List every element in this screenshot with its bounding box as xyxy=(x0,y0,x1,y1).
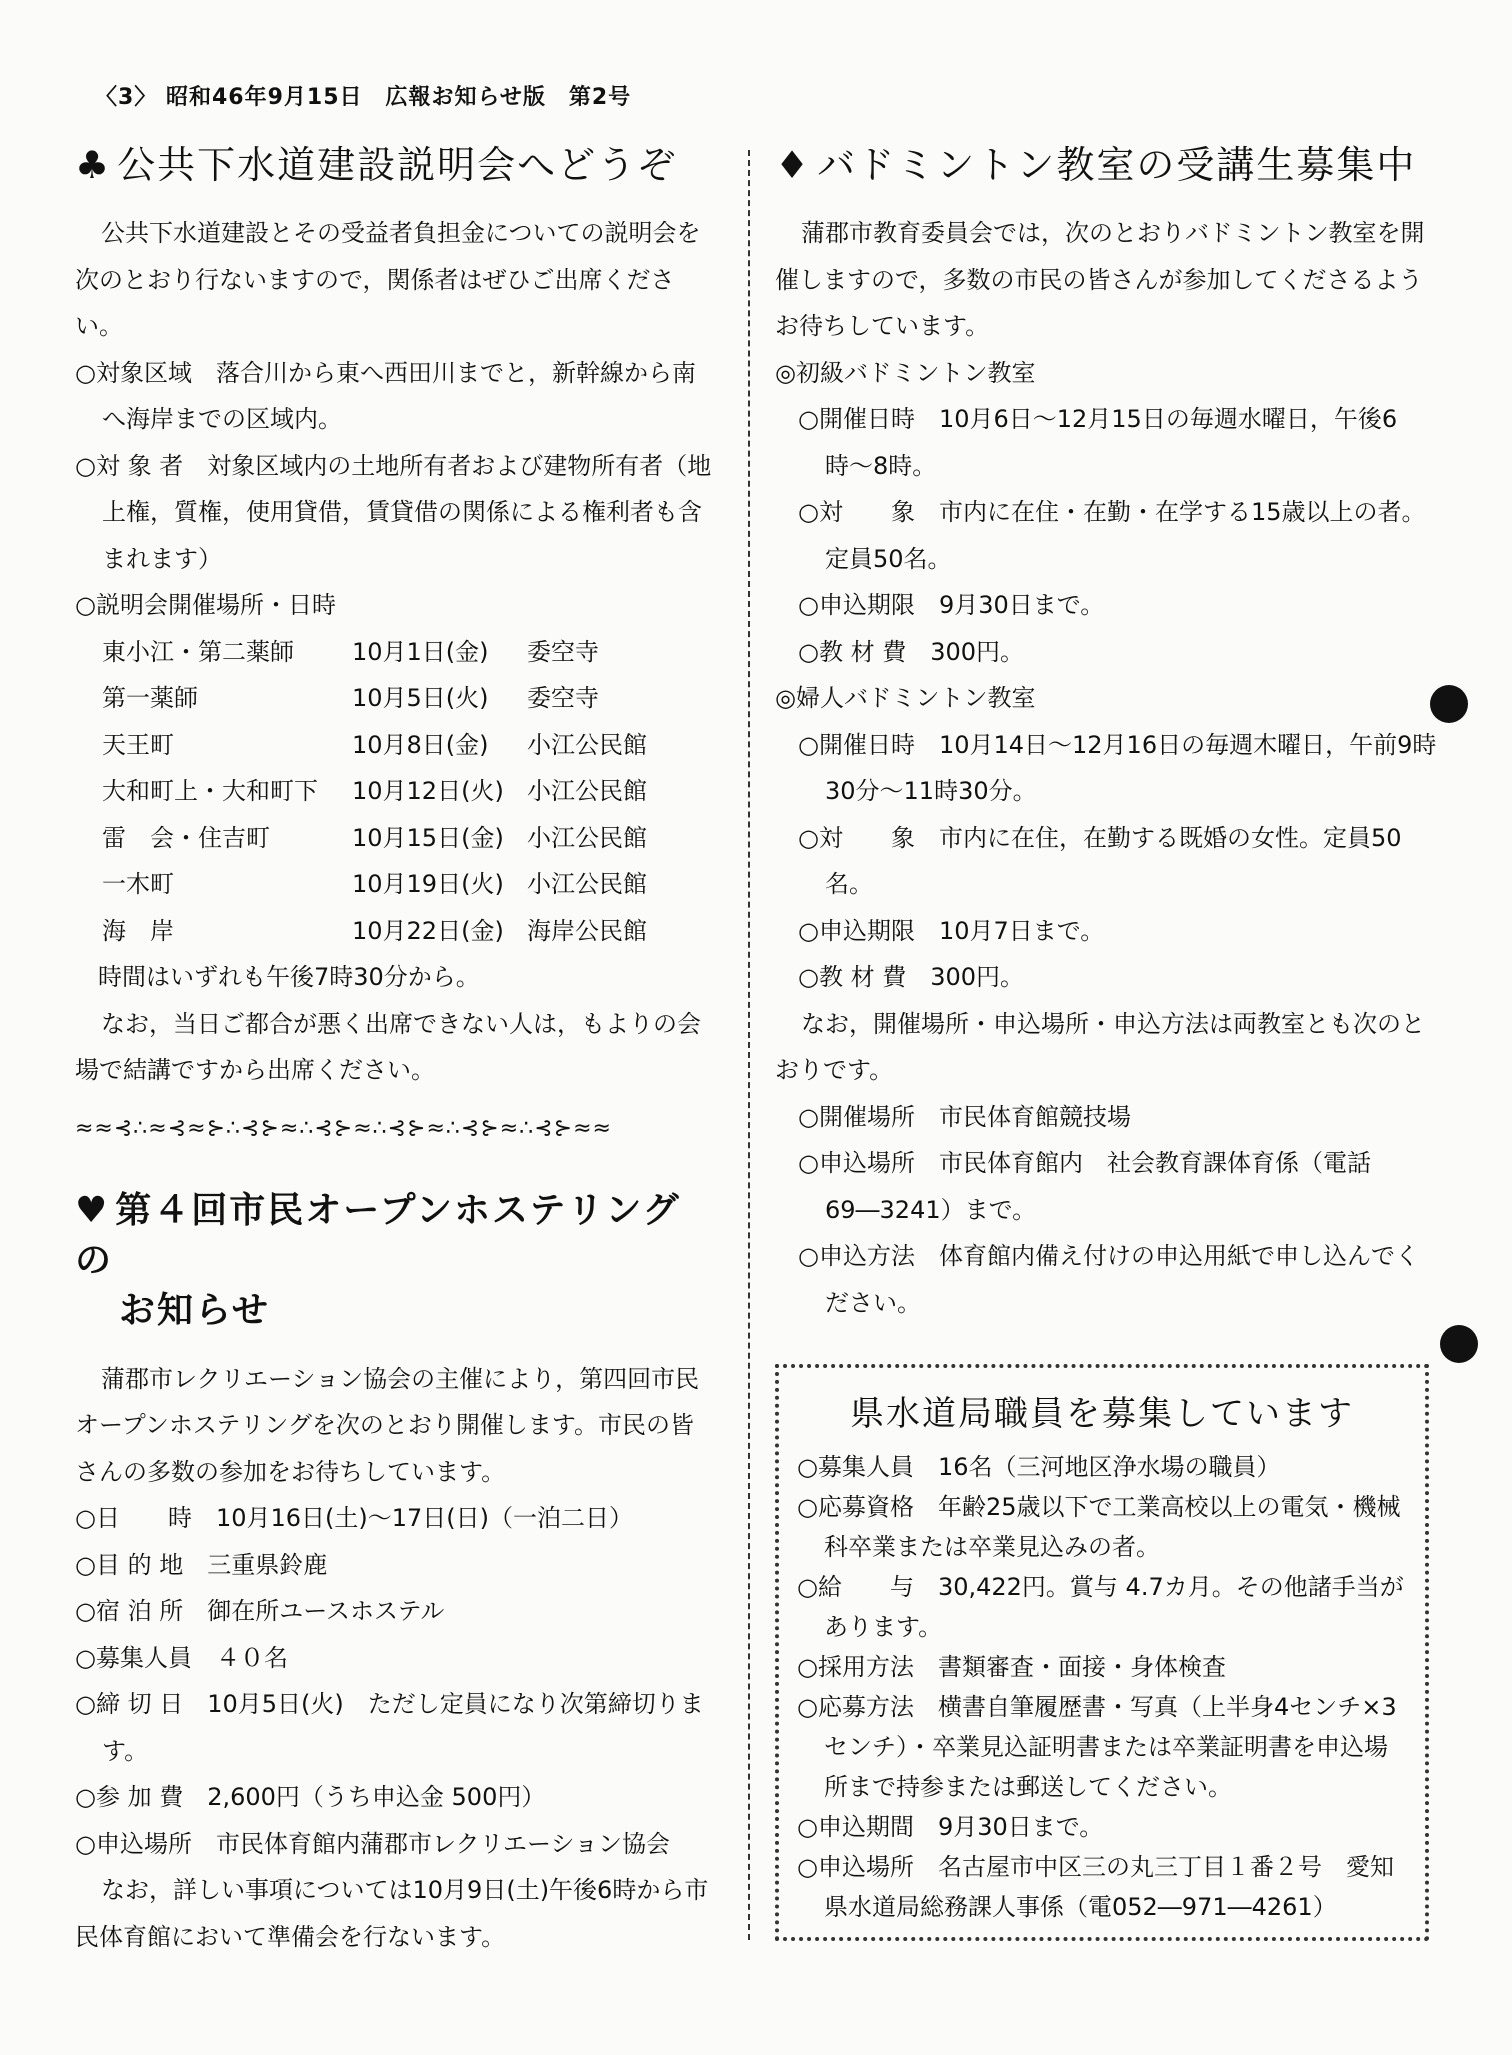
schedule-row: 第一薬師 10月5日(火) 委空寺 xyxy=(102,684,599,712)
salary-item: ○給 与 30,422円。賞与 4.7カ月。その他諸手当があります。 xyxy=(797,1573,1404,1641)
women-deadline-item: ○申込期限 10月7日まで。 xyxy=(798,916,1105,945)
venue-schedule-heading: ○説明会開催場所・日時 xyxy=(75,591,336,619)
women-fee-item: ○教 材 費 300円。 xyxy=(798,963,1025,991)
schedule-row: 大和町上・大和町下 10月12日(火) 小江公民館 xyxy=(102,777,647,805)
schedule-row: 天王町 10月8日(金) 小江公民館 xyxy=(102,730,647,759)
sewer-meeting-closing: なお，当日ご都合が悪く出席できない人は，もよりの会場で結講ですから出席ください。 xyxy=(75,1009,701,1084)
application-method-item: ○申込方法 体育館内備え付けの申込用紙で申し込んでください。 xyxy=(798,1242,1419,1317)
hosteling-destination-item: ○目 的 地 三重県鈴鹿 xyxy=(75,1550,328,1579)
club-icon: ♣ xyxy=(75,143,112,187)
target-persons-item: ○対 象 者 対象区域内の土地所有者および建物所有者（地上権，質権，使用貸借，賃貸借の関係による権利者も含まれます） xyxy=(75,451,712,573)
left-column xyxy=(75,140,715,1960)
beginner-class-details xyxy=(775,396,1440,675)
women-target-item: ○対 象 市内に在住，在勤する既婚の女性。定員50名。 xyxy=(798,823,1402,898)
sewer-meeting-article xyxy=(75,140,715,1094)
hosteling-capacity-item: ○募集人員 ４０名 xyxy=(75,1643,288,1672)
recruit-number-item: ○募集人員 16名（三河地区浄水場の職員） xyxy=(797,1453,1281,1481)
schedule-table xyxy=(75,629,715,955)
beginner-class-heading: ◎初級バドミントン教室 xyxy=(775,358,1036,387)
diamond-icon: ♦ xyxy=(775,143,812,187)
venue-item: ○開催場所 市民体育館競技場 xyxy=(798,1102,1131,1131)
hosteling-article xyxy=(75,1186,715,1961)
selection-method-item: ○採用方法 書類審査・面接・身体検査 xyxy=(797,1653,1226,1681)
beginner-fee-item: ○教 材 費 300円。 xyxy=(798,637,1025,666)
application-period-item: ○申込期間 9月30日まで。 xyxy=(797,1813,1104,1841)
hosteling-application-item: ○申込場所 市民体育館内蒲郡市レクリエーション協会 xyxy=(75,1829,671,1858)
column-divider xyxy=(748,150,750,1940)
ornamental-divider: ≈≈⊰∴≈⊰≈⊱∴⊰⊱≈∴⊰⊱≈∴⊰⊱≈∴⊰⊱≈∴⊰⊱≈≈ xyxy=(75,1115,612,1141)
beginner-dates-item: ○開催日時 10月6日〜12月15日の毎週水曜日，午後6時〜8時。 xyxy=(798,405,1398,480)
schedule-row: 東小江・第二薬師 10月1日(金) 委空寺 xyxy=(102,637,599,666)
hosteling-lodging-item: ○宿 泊 所 御在所ユースホステル xyxy=(75,1597,445,1625)
women-class-details xyxy=(775,722,1440,1001)
hosteling-title: ♥ 第４回市民オープンホステリングの お知らせ xyxy=(75,1186,715,1336)
application-place-item: ○申込場所 市民体育館内 社会教育課体育係（電話69―3241）まで。 xyxy=(798,1149,1371,1224)
binder-hole-mark xyxy=(1430,685,1468,723)
schedule-row: 海 岸 10月22日(金) 海岸公民館 xyxy=(102,916,647,945)
application-method-item: ○応募方法 横書自筆履歴書・写真（上半身4センチ×3センチ）・卒業見込証明書または卒業証明書を申込場所まで持参または郵送してください。 xyxy=(797,1693,1397,1801)
badminton-intro: 蒲郡市教育委員会では，次のとおりバドミントン教室を開催しますので，多数の市民の皆さんが参加してくださるようお待ちしています。 xyxy=(775,219,1425,340)
page-header: 〈3〉 昭和46年9月15日 広報お知らせ版 第2号 xyxy=(95,85,632,110)
sewer-meeting-title: ♣ 公共下水道建設説明会へどうぞ xyxy=(75,140,715,190)
hosteling-fee-item: ○参 加 費 2,600円（うち申込金 500円） xyxy=(75,1783,546,1811)
badminton-title: ♦ バドミントン教室の受講生募集中 xyxy=(775,140,1440,190)
beginner-deadline-item: ○申込期限 9月30日まで。 xyxy=(798,591,1105,619)
right-column xyxy=(775,140,1440,1941)
beginner-target-item: ○対 象 市内に在住・在勤・在学する15歳以上の者。定員50名。 xyxy=(798,498,1426,573)
application-place-item: ○申込場所 名古屋市中区三の丸三丁目１番２号 愛知県水道局総務課人事係（電052―971―4261） xyxy=(797,1853,1394,1921)
women-class-heading: ◎婦人バドミントン教室 xyxy=(775,684,1036,712)
badminton-article xyxy=(775,140,1440,1326)
time-note: 時間はいずれも午後7時30分から。 xyxy=(98,963,480,991)
hosteling-intro: 蒲郡市レクリエーション協会の主催により，第四回市民オープンホステリングを次のとおり開催します。市民の皆さんの多数の参加をお待ちしています。 xyxy=(75,1364,700,1486)
target-area-item: ○対象区域 落合川から東へ西田川までと，新幹線から南へ海岸までの区域内。 xyxy=(75,358,696,433)
hosteling-date-item: ○日 時 10月16日(土)〜17日(日)（一泊二日） xyxy=(75,1504,634,1532)
water-bureau-title: 県水道局職員を募集しています xyxy=(850,1394,1354,1434)
qualification-item: ○応募資格 年齢25歳以下で工業高校以上の電気・機械科卒業または卒業見込みの者。 xyxy=(797,1493,1401,1561)
heart-icon: ♥ xyxy=(75,1189,110,1231)
women-dates-item: ○開催日時 10月14日〜12月16日の毎週木曜日，午前9時30分〜11時30分。 xyxy=(798,730,1437,805)
hosteling-closing: なお，詳しい事項については10月9日(土)午後6時から市民体育館において準備会を行ないます。 xyxy=(75,1876,709,1951)
schedule-row: 一木町 10月19日(火) 小江公民館 xyxy=(102,870,647,898)
badminton-common-details xyxy=(775,1094,1440,1327)
hosteling-deadline-item: ○締 切 日 10月5日(火) ただし定員になり次第締切ります。 xyxy=(75,1690,704,1765)
schedule-row: 雷 会・住吉町 10月15日(金) 小江公民館 xyxy=(102,823,647,852)
water-bureau-recruitment-box xyxy=(775,1364,1429,1941)
sewer-meeting-intro: 公共下水道建設とその受益者負担金についての説明会を次のとおり行ないますので，関係者はぜひご出席ください。 xyxy=(75,219,701,340)
badminton-common-note: なお，開催場所・申込場所・申込方法は両教室とも次のとおりです。 xyxy=(775,1009,1425,1084)
binder-hole-mark xyxy=(1440,1325,1478,1363)
